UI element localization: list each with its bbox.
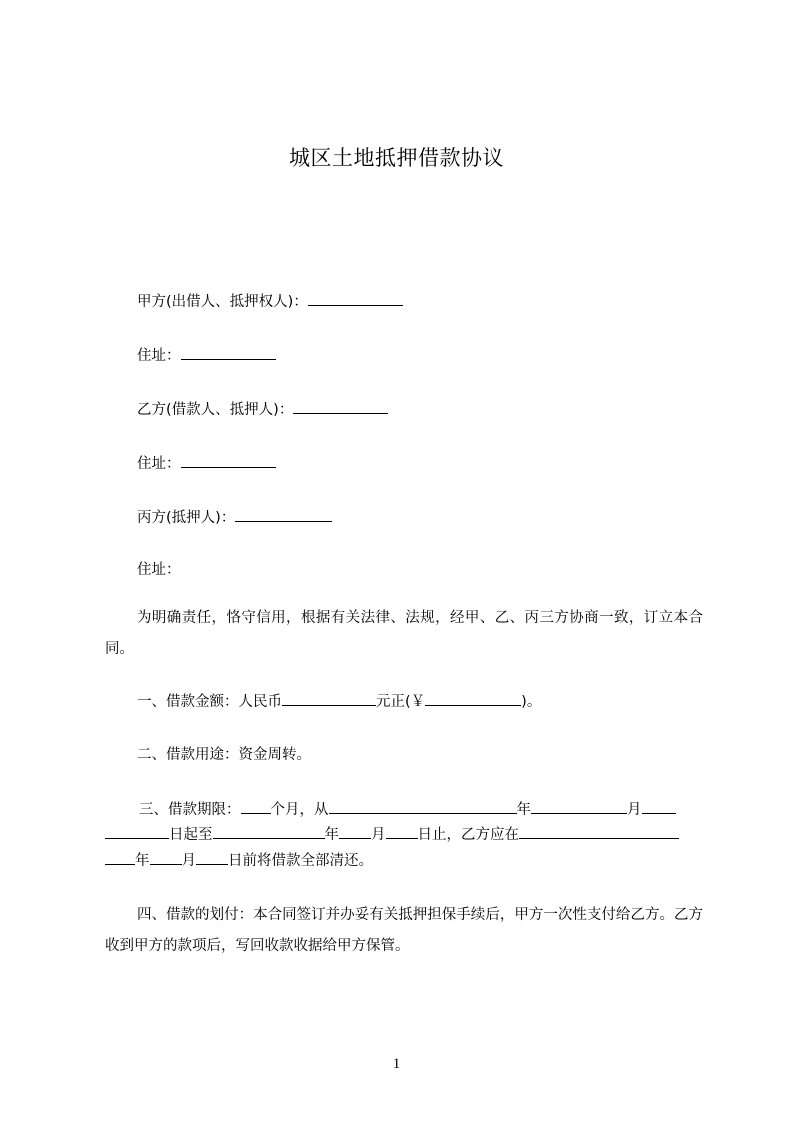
party-c-label: 丙方(抵押人)： (137, 510, 236, 526)
clause-3-year3: 年 (135, 853, 150, 869)
months-blank (241, 798, 271, 814)
party-a-line (137, 290, 705, 313)
clause-3-year2: 年 (324, 827, 339, 843)
end-year-blank (213, 823, 325, 839)
end-month-blank (339, 823, 371, 839)
party-b-label: 乙方(借款人、抵押人)： (137, 402, 294, 418)
repay-day-blank (196, 849, 228, 865)
start-day-blank-a (642, 798, 676, 814)
party-a-address-line (137, 344, 705, 367)
party-b-blank (293, 398, 388, 414)
clause-3-month2: 月 (371, 827, 386, 843)
clause-4-paragraph: 四、借款的划付：本合同签订并办妥有关抵押担保手续后，甲方一次性支付给乙方。乙方收到甲方的款项后，写回收款收据给甲方保管。 (105, 907, 703, 954)
clause-1-suffix: )。 (521, 694, 542, 710)
clause-1-prefix: 一、借款金额：人民币 (137, 694, 282, 710)
repay-year-blank-a (519, 823, 679, 839)
start-year-blank (329, 798, 517, 814)
repay-month-blank (150, 849, 182, 865)
start-month-blank (531, 798, 627, 814)
clause-3-month3: 月 (181, 853, 196, 869)
clause-3-year: 年 (516, 802, 531, 818)
clause-3-prefix: 三、借款期限： (139, 802, 241, 818)
party-b-line (137, 398, 705, 421)
party-c-address-label: 住址： (137, 562, 181, 578)
party-a-label: 甲方(出借人、抵押权人)： (137, 294, 308, 310)
clause-1-mid: 元正(￥ (376, 694, 426, 710)
party-a-address-blank (181, 344, 276, 360)
document-title: 城区土地抵押借款协议 (289, 146, 504, 170)
clause-3-day-from: 日起至 (169, 827, 213, 843)
clause-3-tail: 日前将借款全部清还。 (228, 853, 373, 869)
clause-3-day-until: 日止，乙方应在 (417, 827, 519, 843)
amount-figures-blank (425, 690, 521, 706)
party-a-blank (308, 290, 403, 306)
party-c-address-line (137, 559, 705, 581)
party-b-address-blank (181, 452, 276, 468)
clause-3-month: 月 (627, 802, 642, 818)
party-b-address-label: 住址： (137, 456, 181, 472)
clause-2-purpose: 二、借款用途：资金周转。 (137, 747, 311, 763)
clause-3-term-line-2 (105, 823, 705, 846)
clause-1-amount (137, 690, 705, 713)
page-number: 1 (392, 1056, 401, 1072)
clause-3-term-line-1 (139, 798, 707, 821)
amount-words-blank (282, 690, 376, 706)
party-b-address-line (137, 452, 705, 475)
party-c-blank (235, 506, 332, 522)
party-a-address-label: 住址： (137, 348, 181, 364)
party-c-line (137, 506, 705, 529)
clause-3-months: 个月，从 (270, 802, 329, 818)
start-day-blank-b (105, 823, 169, 839)
end-day-blank (386, 823, 418, 839)
repay-year-blank-b (105, 849, 135, 865)
clause-3-term-line-3 (105, 849, 705, 872)
preamble-paragraph: 为明确责任，恪守信用，根据有关法律、法规，经甲、乙、丙三方协商一致，订立本合同。 (105, 610, 703, 657)
